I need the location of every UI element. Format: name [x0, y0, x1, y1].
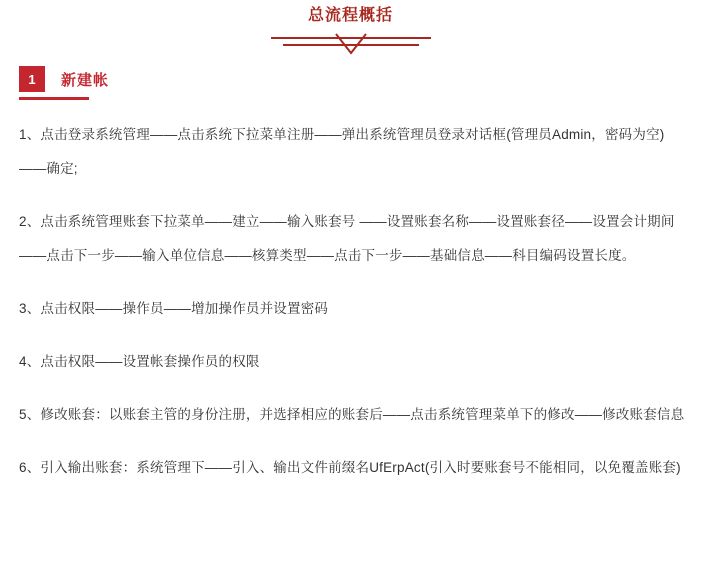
section-heading [19, 66, 419, 100]
paragraph: 1、点击登录系统管理——点击系统下拉菜单注册——弹出系统管理员登录对话框(管理员Admin，密码为空)——确定; [19, 127, 665, 176]
banner [0, 6, 701, 56]
paragraph: 5、修改账套：以账套主管的身份注册，并选择相应的账套后——点击系统管理菜单下的修改——修改账套信息 [19, 407, 685, 422]
chevron-down-icon [333, 32, 369, 56]
paragraph: 6、引入输出账套：系统管理下——引入、输出文件前缀名UfErpAct(引入时要账套号不能相同，以免覆盖账套) [19, 460, 681, 475]
section-number-badge: 1 [19, 66, 45, 92]
body-content [19, 118, 691, 485]
section-title: 新建帐 [61, 71, 110, 89]
decorative-divider [271, 30, 431, 56]
section-heading-row [19, 66, 419, 92]
paragraph: 2、点击系统管理账套下拉菜单——建立——输入账套号 ——设置账套名称——设置账套径——设置会计期间——点击下一步——输入单位信息——核算类型——点击下一步——基础信息——科目编码设置长度。 [19, 214, 675, 263]
banner-title: 总流程概括 [307, 7, 393, 24]
section-underline [19, 97, 89, 100]
paragraph: 3、点击权限——操作员——增加操作员并设置密码 [19, 301, 329, 316]
paragraph: 4、点击权限——设置帐套操作员的权限 [19, 354, 260, 369]
